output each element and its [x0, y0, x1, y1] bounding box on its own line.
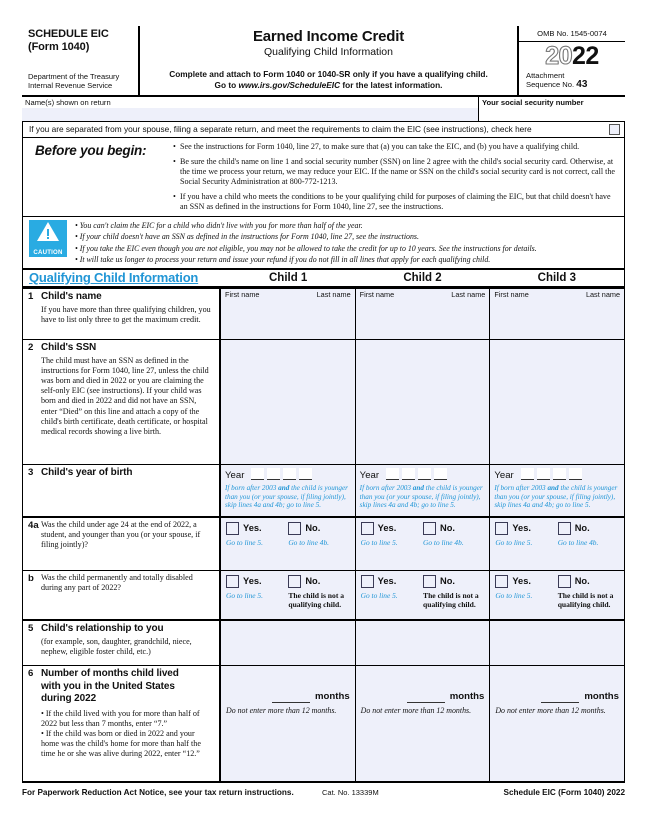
no-checkbox[interactable] [288, 522, 301, 535]
no-label: No. [440, 523, 455, 534]
months-entry-3[interactable] [490, 666, 624, 781]
line-1-label-cell [23, 289, 221, 339]
attachment-number: 43 [576, 79, 588, 90]
attach-instruction: Complete and attach to Form 1040 or 1040-SR only if you have a qualifying child. [169, 69, 488, 79]
months-label: months [449, 691, 485, 703]
year-digit[interactable] [251, 468, 264, 480]
yes-note: Go to line 5. [495, 538, 533, 548]
line-5-label-cell [23, 621, 221, 665]
no-label: No. [305, 523, 321, 534]
months-input-row[interactable] [226, 666, 350, 703]
months-entry-1[interactable] [221, 666, 355, 781]
omb-number: OMB No. 1545-0074 [519, 26, 625, 42]
line-2-label-body [41, 342, 214, 461]
attachment-sequence [519, 71, 625, 89]
year-instruction [494, 484, 620, 510]
line-4b-label-body [41, 573, 214, 616]
last-name-label: Last name [451, 290, 486, 300]
yes-option[interactable] [361, 575, 423, 588]
months-input[interactable] [272, 685, 310, 703]
header-right-block [519, 26, 625, 95]
no-label: No. [574, 523, 590, 534]
line-4a-child-2-cell[interactable] [356, 518, 491, 570]
months-input-row[interactable] [495, 666, 619, 703]
bullet-icon: • [173, 156, 176, 166]
line-4b-row [22, 571, 625, 621]
year-digit-boxes[interactable] [251, 468, 312, 480]
caution-text-cell [71, 220, 620, 265]
yes-label: Yes. [243, 523, 262, 534]
year-instruction [225, 484, 351, 510]
year-digit[interactable] [267, 468, 280, 480]
first-name-label: First name [359, 290, 395, 300]
line-1-child-1-cell[interactable] [221, 289, 356, 339]
year-label: Year [359, 470, 380, 482]
line-4a-label-cell [23, 518, 221, 570]
yes-checkbox[interactable] [361, 575, 374, 588]
line-4a-child-1-cell[interactable] [221, 518, 356, 570]
list-item [173, 157, 620, 188]
year-instruction-pre: If born after 2003 [359, 484, 413, 493]
year-instruction-pre: If born after 2003 [494, 484, 548, 493]
paperwork-notice: For Paperwork Reduction Act Notice, see your tax return instructions. [22, 788, 294, 798]
yes-box-row[interactable] [495, 522, 557, 535]
line-3-number: 3 [28, 467, 34, 479]
months-entry-2[interactable] [356, 666, 490, 781]
line-2-child-2-cell[interactable] [356, 340, 491, 464]
no-box-row[interactable] [558, 575, 620, 588]
line-6-row [22, 666, 625, 783]
goto-pre: Go to [214, 80, 239, 90]
exclamation-stem-icon [47, 229, 49, 236]
line-4a-child-3-cell[interactable] [490, 518, 624, 570]
year-entry-3[interactable] [490, 465, 624, 516]
line-6-sub-1: • If the child lived with you for more than half of 2022 but less than 7 months, enter “7.” [41, 708, 200, 728]
no-label: No. [305, 576, 321, 587]
no-checkbox[interactable] [558, 575, 571, 588]
line-1-child-2-cell[interactable] [356, 289, 491, 339]
yes-no-boxes[interactable] [361, 522, 486, 535]
qualifying-child-band [22, 269, 625, 289]
line-6-child-3-cell[interactable] [490, 666, 624, 781]
line-5-label-body [41, 623, 214, 662]
yes-no-boxes[interactable] [361, 575, 486, 588]
caution-icon-label: CAUTION [33, 249, 63, 257]
no-box-row[interactable] [558, 522, 620, 535]
line-1-child-3-cell[interactable] [490, 289, 624, 339]
yes-note-cell [226, 588, 288, 610]
no-checkbox[interactable] [423, 522, 436, 535]
line-5-child-1-cell[interactable] [221, 621, 356, 665]
year-entry-2[interactable] [356, 465, 490, 516]
attachment-label-1: Attachment [526, 71, 565, 80]
yes-no-boxes[interactable] [495, 522, 620, 535]
no-note-cell [558, 535, 620, 548]
line-1-columns [221, 289, 624, 339]
line-6-heading-2: with you in the United States [41, 680, 175, 692]
no-label: No. [574, 576, 590, 587]
before-you-begin-heading-cell [23, 142, 173, 212]
line-1-sub: If you have more than three qualifying children, you have to list only three to get the maximum credit. [41, 304, 211, 324]
bullet-text: If you have a child who meets the conditions to be your qualifying child for purposes of claiming the EIC, but that child doesn't have an SSN as defined in the instructions for Form 1040, line 27, see the instructions. [180, 191, 611, 212]
months-label: months [584, 691, 620, 703]
list-item [173, 142, 620, 152]
ssn-input[interactable] [479, 108, 625, 121]
yes-note: Go to line 5. [226, 591, 263, 601]
footer-form-id: Schedule EIC (Form 1040) 2022 [503, 788, 625, 798]
year-input-row[interactable] [225, 468, 351, 481]
yes-no-boxes[interactable] [226, 522, 351, 535]
line-5-sub: (for example, son, daughter, grandchild, niece, nephew, eligible foster child, etc.) [41, 636, 192, 656]
no-box-row[interactable] [288, 522, 350, 535]
name-subheaders [490, 289, 624, 299]
line-1-heading: Child's name [41, 291, 102, 303]
caution-icon [29, 220, 67, 257]
form-sheet [22, 26, 625, 797]
attachment-label-2: Sequence No. [526, 80, 575, 89]
year-digit[interactable] [283, 468, 296, 480]
column-header-child-2: Child 2 [403, 272, 442, 285]
year-instruction [360, 484, 486, 510]
tax-year [519, 43, 625, 70]
line-2-sub: The child must have an SSN as defined in the instructions for Form 1040, line 27, unless the child was born and died in 2022 or you are claiming the self-only EIC (see instructions). If your child was born and died in 2022 and did not have an SSN, enter “Died” on this line and attach a copy of the child's birth certificate, death certificate, or hospital medical records showing a live birth. [41, 355, 209, 436]
name-subheaders [221, 289, 355, 299]
line-3-child-1-cell[interactable] [221, 465, 356, 516]
line-4b-label-cell [23, 571, 221, 619]
goto-instruction [144, 80, 513, 91]
yes-box-row[interactable] [226, 522, 288, 535]
year-digit-boxes[interactable] [386, 468, 447, 480]
months-note: Do not enter more than 12 months. [495, 706, 606, 716]
year-input-row[interactable] [494, 468, 620, 481]
no-option[interactable] [558, 575, 620, 588]
names-field-cell[interactable] [22, 97, 479, 121]
yes-no-group[interactable] [356, 518, 490, 570]
line-4b-child-3-cell[interactable] [490, 571, 624, 619]
yes-note-cell [495, 535, 557, 548]
caution-section [22, 217, 625, 269]
caution-line-text: It will take us longer to process your return and issue your refund if you do not fill in all lines that apply for each qualifying child. [79, 254, 491, 264]
line-2-heading: Child's SSN [41, 342, 97, 354]
bullet-text: See the instructions for Form 1040, line 27, to make sure that (a) you can take the EIC, and (b) you have a qualifying child. [180, 142, 580, 151]
yes-no-group[interactable] [221, 571, 355, 619]
year-instruction-and: and [412, 484, 424, 493]
year-input-row[interactable] [360, 468, 486, 481]
yes-note-cell [226, 535, 288, 548]
line-4a-heading: Was the child under age 24 at the end of 2022, a student, and younger than you (or your spouse, if filing jointly)? [41, 520, 201, 550]
line-2-label-cell [23, 340, 221, 464]
line-6-label-body [41, 668, 214, 778]
line-2-number: 2 [28, 342, 34, 354]
months-input-row[interactable] [361, 666, 485, 703]
line-2-child-3-cell[interactable] [490, 340, 624, 464]
form-number: (Form 1040) [28, 41, 90, 53]
no-checkbox[interactable] [423, 575, 436, 588]
names-label: Name(s) shown on return [25, 98, 111, 107]
year-prefix: 20 [545, 42, 572, 70]
year-digit[interactable] [402, 468, 415, 480]
no-note-cell [558, 588, 620, 610]
no-option[interactable] [288, 522, 350, 535]
line-5-heading: Child's relationship to you [41, 623, 164, 635]
line-6-heading-1: Number of months child lived [41, 668, 179, 680]
qualifying-child-title: Qualifying Child Information [29, 270, 199, 286]
year-digit[interactable] [386, 468, 399, 480]
months-note: Do not enter more than 12 months. [226, 706, 337, 716]
separated-spouse-row [22, 122, 625, 138]
no-note-cell [423, 535, 485, 548]
caution-icon-cell [29, 220, 71, 265]
year-instruction-post: the child is younger than you (or your spouse, if filing jointly), skip lines 4a and 4b; go to line 5. [359, 484, 483, 510]
yes-no-notes [361, 588, 486, 610]
names-input[interactable] [22, 108, 478, 121]
line-5-input-2[interactable] [356, 621, 490, 665]
no-checkbox[interactable] [288, 575, 301, 588]
yes-checkbox[interactable] [495, 522, 508, 535]
first-name-label: First name [225, 290, 260, 300]
column-header-child-3: Child 3 [537, 272, 576, 285]
yes-box-row[interactable] [361, 575, 423, 588]
no-note: Go to line 4b. [288, 538, 329, 548]
yes-checkbox[interactable] [495, 575, 508, 588]
line-4b-child-2-cell[interactable] [356, 571, 491, 619]
no-option[interactable] [558, 522, 620, 535]
year-digit[interactable] [434, 468, 447, 480]
year-instruction-pre: If born after 2003 [225, 484, 279, 493]
caution-line-text: You can't claim the EIC for a child who didn't live with you for more than half of the year. [79, 221, 363, 231]
line-4a-label-body [41, 520, 214, 567]
line-4b-number: b [28, 573, 34, 585]
months-input[interactable] [407, 685, 445, 703]
year-digit[interactable] [418, 468, 431, 480]
yes-no-boxes[interactable] [495, 575, 620, 588]
line-3-label-cell [23, 465, 221, 516]
yes-note: Go to line 5. [360, 538, 398, 548]
line-5-row [22, 621, 625, 666]
yes-option[interactable] [495, 575, 557, 588]
yes-no-notes [495, 588, 620, 610]
dept-line-1: Department of the Treasury [28, 72, 120, 81]
schedule-title: SCHEDULE EIC [28, 28, 109, 40]
no-note: The child is not a qualifying child. [288, 591, 345, 609]
yes-note-cell [495, 588, 557, 610]
yes-note: Go to line 5. [360, 591, 398, 601]
year-instruction-and: and [278, 484, 290, 493]
no-label: No. [440, 576, 455, 587]
yes-checkbox[interactable] [226, 575, 239, 588]
line-6-heading-3: during 2022 [41, 693, 97, 705]
line-4b-columns [221, 571, 624, 619]
yes-box-row[interactable] [226, 575, 288, 588]
separated-spouse-checkbox[interactable] [609, 124, 620, 135]
months-label: months [315, 691, 350, 703]
year-digit[interactable] [553, 468, 566, 480]
line-5-input-3[interactable] [490, 621, 624, 665]
line-5-number: 5 [28, 623, 34, 635]
line-4a-row [22, 518, 625, 571]
separated-spouse-text: If you are separated from your spouse, filing a separate return, and meet the requirements to claim the EIC (see instructions), check here [29, 124, 532, 134]
yes-label: Yes. [377, 523, 397, 534]
before-you-begin-bullets [173, 142, 620, 212]
header-left-block [22, 26, 140, 95]
line-6-number: 6 [28, 668, 34, 680]
months-note: Do not enter more than 12 months. [360, 706, 472, 716]
no-box-row[interactable] [423, 522, 485, 535]
year-digit-boxes[interactable] [521, 468, 582, 480]
no-note: The child is not a qualifying child. [557, 591, 614, 609]
line-4a-columns [221, 518, 624, 570]
line-2-child-1-cell[interactable] [221, 340, 356, 464]
line-5-input-1[interactable] [221, 621, 355, 665]
caution-line: • If you take the EIC even though you are not eligible, you may not be allowed to take the credit for up to 10 years. See the instructions for details. [75, 243, 537, 253]
no-note: The child is not a qualifying child. [423, 591, 479, 609]
exclamation-dot-icon [47, 237, 49, 239]
bullet-icon: • [173, 142, 176, 151]
no-note: Go to line 4b. [557, 538, 599, 548]
catalog-number: Cat. No. 13339M [322, 788, 379, 798]
yes-note: Go to line 5. [226, 538, 263, 548]
line-4b-heading: Was the child permanently and totally disabled during any part of 2022? [41, 573, 193, 593]
line-6-child-2-cell[interactable] [356, 666, 491, 781]
line-1-row [22, 289, 625, 340]
year-instruction-post: the child is younger than you (or your spouse, if filing jointly), skip lines 4a and 4b; go to line 5. [494, 484, 618, 510]
page-title: Earned Income Credit [252, 28, 405, 45]
year-instruction-and: and [547, 484, 559, 493]
column-header-child-1: Child 1 [268, 272, 308, 285]
year-digit[interactable] [521, 468, 534, 480]
no-box-row[interactable] [423, 575, 485, 588]
line-6-child-1-cell[interactable] [221, 666, 356, 781]
year-digit[interactable] [299, 468, 312, 480]
yes-label: Yes. [377, 576, 397, 587]
yes-no-group[interactable] [356, 571, 490, 619]
line-6-columns [221, 666, 624, 781]
caution-line-text: If you take the EIC even though you are not eligible, you may not be allowed to take the credit for up to 10 years. See the instructions for details. [79, 243, 537, 253]
year-suffix: 22 [572, 42, 599, 70]
last-name-label: Last name [316, 290, 351, 300]
no-note-cell [288, 535, 350, 548]
line-5-child-2-cell[interactable] [356, 621, 491, 665]
list-item [173, 192, 620, 212]
line-3-child-2-cell[interactable] [356, 465, 491, 516]
goto-post: for the latest information. [340, 80, 443, 90]
ssn-field-cell[interactable] [479, 97, 625, 121]
yes-option[interactable] [495, 522, 557, 535]
before-you-begin-heading: Before you begin: [35, 143, 147, 158]
yes-no-notes [226, 535, 351, 548]
no-option[interactable] [423, 522, 485, 535]
line-5-columns [221, 621, 624, 665]
yes-label: Yes. [243, 576, 262, 587]
no-note: Go to line 4b. [423, 538, 464, 548]
last-name-label: Last name [585, 290, 621, 300]
no-note-cell [288, 588, 350, 610]
caution-line-text: If your child doesn't have an SSN as defined in the instructions for Form 1040, line 27, see the instructions. [79, 232, 419, 242]
ssn-label: Your social security number [482, 98, 584, 107]
yes-note-cell [361, 535, 423, 548]
no-option[interactable] [423, 575, 485, 588]
yes-option[interactable] [361, 522, 423, 535]
no-box-row[interactable] [288, 575, 350, 588]
line-2-columns [221, 340, 624, 464]
year-digit[interactable] [569, 468, 582, 480]
year-label: Year [494, 470, 514, 482]
yes-note-cell [361, 588, 423, 610]
line-6-label-cell [23, 666, 221, 781]
yes-label: Yes. [512, 576, 531, 587]
months-input[interactable] [541, 685, 579, 703]
yes-note: Go to line 5. [495, 591, 533, 601]
year-label: Year [225, 470, 245, 482]
page-subtitle: Qualifying Child Information [264, 46, 393, 58]
yes-no-notes [361, 535, 486, 548]
line-2-row [22, 340, 625, 465]
line-6-sub-2: • If the child was born or died in 2022 and your home was the child's home for more than half the time he or she was alive during 2022, enter “12.” [41, 728, 201, 759]
yes-box-row[interactable] [495, 575, 557, 588]
yes-no-group[interactable] [490, 518, 624, 570]
dept-line-2: Internal Revenue Service [28, 81, 113, 90]
bullet-icon: • [173, 191, 176, 201]
yes-checkbox[interactable] [226, 522, 239, 535]
line-3-heading: Child's year of birth [41, 467, 133, 479]
year-digit[interactable] [537, 468, 550, 480]
yes-option[interactable] [226, 575, 288, 588]
yes-no-notes [495, 535, 620, 548]
no-note-cell [423, 588, 485, 610]
line-3-label-body [41, 467, 214, 513]
line-1-label-body [41, 291, 214, 336]
before-you-begin-section [22, 138, 625, 217]
caution-line: • It will take us longer to process your return and issue your refund if you do not fill in all lines that apply for each qualifying child. [75, 254, 491, 264]
first-name-label: First name [494, 290, 529, 300]
form-header [22, 26, 625, 97]
year-entry-1[interactable] [221, 465, 355, 516]
line-4a-number: 4a [28, 520, 39, 532]
yes-checkbox[interactable] [361, 522, 374, 535]
form-footer [22, 788, 625, 797]
irs-url[interactable]: www.irs.gov/ScheduleEIC [238, 80, 341, 90]
yes-label: Yes. [512, 523, 531, 534]
yes-no-group[interactable] [221, 518, 355, 570]
line-3-row [22, 465, 625, 518]
yes-no-group[interactable] [490, 571, 624, 619]
caution-line: • If your child doesn't have an SSN as defined in the instructions for Form 1040, line 27, see the instructions. [75, 232, 419, 242]
caution-line: • You can't claim the EIC for a child who didn't live with you for more than half of the year. [75, 221, 363, 231]
year-block [519, 42, 625, 89]
line-4b-child-1-cell[interactable] [221, 571, 356, 619]
yes-no-boxes[interactable] [226, 575, 351, 588]
yes-box-row[interactable] [361, 522, 423, 535]
yes-no-notes [226, 588, 351, 610]
header-center-block [140, 26, 519, 95]
yes-option[interactable] [226, 522, 288, 535]
no-checkbox[interactable] [558, 522, 571, 535]
taxpayer-identity-row [22, 97, 625, 122]
line-1-number: 1 [28, 291, 34, 303]
year-instruction-post: the child is younger than you (or your spouse, if filing jointly), skip lines 4a and 4b; go to line 5. [225, 484, 348, 510]
line-5-child-3-cell[interactable] [490, 621, 624, 665]
line-3-columns [221, 465, 624, 516]
name-subheaders [356, 289, 490, 299]
bullet-text: Be sure the child's name on line 1 and social security number (SSN) on line 2 agree with the child's social security card. Otherwise, at the time we process your return, we may reduce your EIC. If the name or SSN on the child's social security card is not correct, call the Social Security Administration at 800-772-1213. [180, 156, 616, 187]
no-option[interactable] [288, 575, 350, 588]
line-3-child-3-cell[interactable] [490, 465, 624, 516]
